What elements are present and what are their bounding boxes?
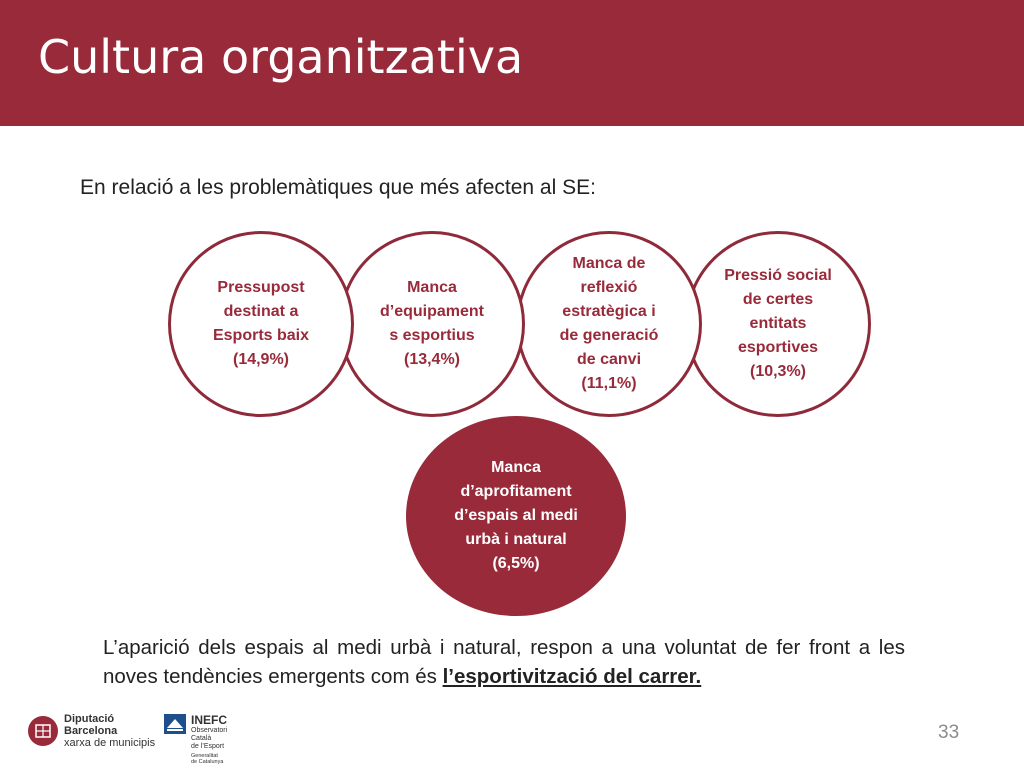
circle-line: Manca de	[572, 255, 646, 272]
page-number: 33	[938, 722, 960, 743]
circle-line: Esports baix	[212, 327, 310, 344]
circle-text	[441, 456, 591, 576]
circle-equipaments	[339, 231, 525, 417]
inefc-logo	[164, 714, 227, 765]
circle-line: estratègica i	[562, 303, 656, 320]
circle-text	[713, 264, 843, 384]
diputacio-text	[64, 713, 155, 749]
inefc-emblem-icon	[164, 714, 186, 734]
paragraph-emphasis: l’esportivització del carrer.	[442, 665, 702, 688]
generalitat-line1: Generalitat	[191, 753, 218, 759]
circle-line: (13,4%)	[403, 351, 461, 368]
circle-line: reflexió	[580, 279, 638, 296]
diputacio-line1: Diputació	[64, 713, 115, 725]
circle-line: d’equipament	[379, 303, 484, 320]
circle-line: esportives	[737, 339, 819, 356]
page-title: Cultura organitzativa	[38, 30, 524, 84]
title-bar	[0, 0, 1024, 126]
circle-pressupost	[168, 231, 354, 417]
circle-line: destinat a	[223, 303, 299, 320]
circle-line: urbà i natural	[465, 531, 567, 548]
diputacio-line3: xarxa de municipis	[64, 737, 156, 749]
circle-aprofitament	[406, 416, 626, 616]
circle-line: (10,3%)	[749, 363, 807, 380]
generalitat-line2: de Catalunya	[191, 759, 224, 765]
circle-line: d’espais al medi	[454, 507, 578, 524]
circle-line: de canvi	[576, 351, 642, 368]
diputacio-line2: Barcelona	[64, 725, 118, 737]
inefc-line3: Català	[191, 735, 212, 742]
circle-line: Manca	[491, 459, 541, 476]
circle-line: s esportius	[389, 327, 475, 344]
circle-line: (11,1%)	[581, 375, 637, 392]
circle-line: (14,9%)	[232, 351, 290, 368]
circle-text	[367, 276, 497, 372]
intro-text: En relació a les problemàtiques que més afecten al SE:	[80, 176, 596, 199]
inefc-title: INEFC	[191, 713, 227, 727]
paragraph-text: L’aparició dels espais al medi urbà i natural, respon a una voluntat de fer front a les noves tendències emergents com és	[103, 636, 905, 688]
circle-line: (6,5%)	[492, 555, 540, 572]
circle-text	[544, 252, 674, 396]
conclusion-paragraph	[103, 633, 905, 691]
circle-line: entitats	[749, 315, 807, 332]
diputacio-barcelona-logo	[28, 713, 155, 749]
shield-icon	[34, 722, 52, 740]
circle-text	[196, 276, 326, 372]
circle-line: de generació	[559, 327, 659, 344]
inefc-text	[191, 714, 227, 765]
circle-line: de certes	[742, 291, 814, 308]
circle-line: Manca	[407, 279, 457, 296]
circle-reflexio	[516, 231, 702, 417]
generalitat-text	[191, 753, 227, 765]
circle-line: Pressupost	[217, 279, 305, 296]
circle-line: Pressió social	[724, 267, 832, 284]
diputacio-emblem-icon	[28, 716, 58, 746]
inefc-line2: Observatori	[191, 727, 228, 734]
circle-pressio-social	[685, 231, 871, 417]
inefc-line4: de l’Esport	[191, 743, 225, 750]
circle-line: d’aprofitament	[460, 483, 572, 500]
